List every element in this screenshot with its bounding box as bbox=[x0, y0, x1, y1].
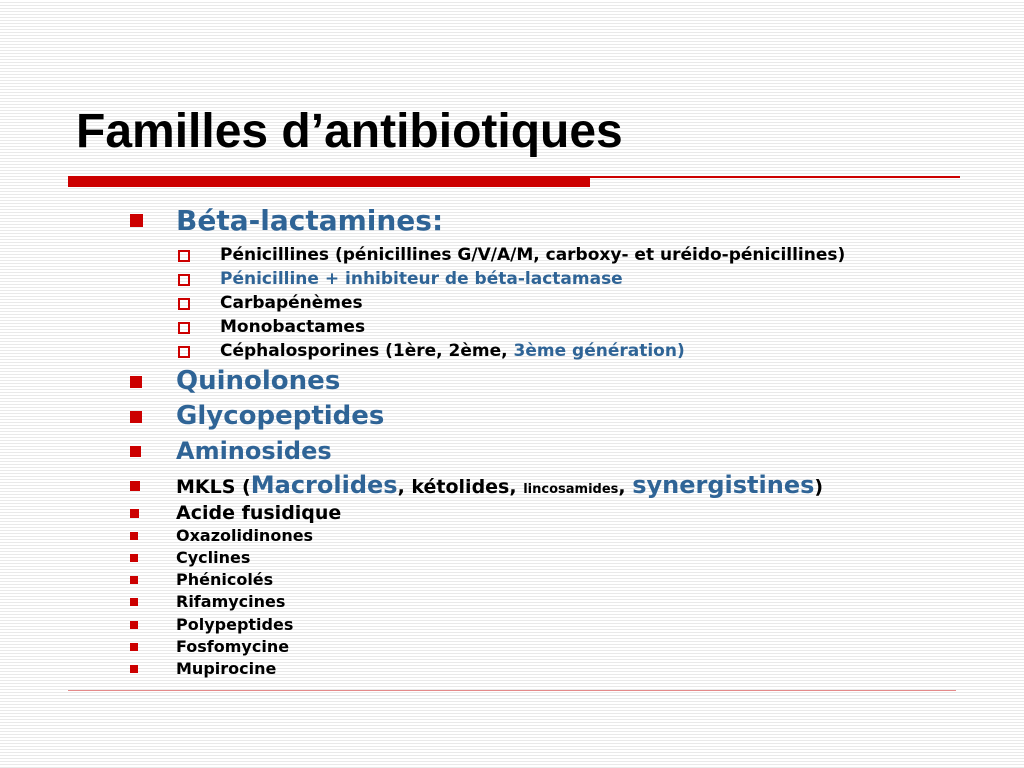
square-bullet-icon bbox=[130, 554, 138, 562]
hollow-square-bullet-icon bbox=[178, 298, 190, 310]
hollow-square-bullet-icon bbox=[178, 274, 190, 286]
subitem-label: Monobactames bbox=[220, 317, 366, 337]
slide-title: Familles d’antibiotiques bbox=[76, 105, 623, 158]
cephalosporines-prefix: Céphalosporines (1ère, 2ème, bbox=[220, 341, 514, 361]
square-bullet-icon bbox=[130, 532, 138, 540]
square-bullet-icon bbox=[130, 509, 139, 518]
item-label: Béta-lactamines: bbox=[176, 204, 444, 237]
mkls-separator: , bbox=[618, 476, 633, 498]
mkls-lincosamides: lincosamides bbox=[523, 482, 619, 497]
item-label: Rifamycines bbox=[176, 592, 286, 611]
item-label: Phénicolés bbox=[176, 570, 274, 589]
item-label: Quinolones bbox=[176, 366, 341, 396]
cephalosporines-third-generation: 3ème génération) bbox=[513, 341, 685, 361]
item-label: Cyclines bbox=[176, 548, 251, 567]
subitem-label: Pénicillines (pénicillines G/V/A/M, carboxy- et uréido-pénicillines) bbox=[220, 245, 846, 265]
subitem-label: Pénicilline + inhibiteur de béta-lactamase bbox=[220, 269, 623, 289]
subitem-label bbox=[220, 339, 685, 363]
square-bullet-icon bbox=[130, 446, 141, 457]
mkls-macrolides: Macrolides bbox=[250, 471, 398, 499]
mkls-synergistines: synergistines bbox=[632, 471, 815, 499]
item-label: Oxazolidinones bbox=[176, 526, 314, 545]
square-bullet-icon bbox=[130, 376, 142, 388]
mkls-suffix: ) bbox=[814, 476, 824, 498]
hollow-square-bullet-icon bbox=[178, 250, 190, 262]
item-label: Aminosides bbox=[176, 437, 332, 465]
subitem-label: Carbapénèmes bbox=[220, 293, 363, 313]
item-label: Glycopeptides bbox=[176, 401, 385, 431]
square-bullet-icon bbox=[130, 665, 138, 673]
item-label: Fosfomycine bbox=[176, 637, 290, 656]
square-bullet-icon bbox=[130, 214, 143, 227]
square-bullet-icon bbox=[130, 598, 138, 606]
item-label: Acide fusidique bbox=[176, 502, 342, 524]
mkls-separator: , kétolides, bbox=[397, 476, 524, 498]
item-label: Polypeptides bbox=[176, 615, 294, 634]
item-label: Mupirocine bbox=[176, 659, 277, 678]
mkls-prefix: MKLS ( bbox=[176, 476, 251, 498]
footer-rule bbox=[68, 690, 956, 691]
square-bullet-icon bbox=[130, 411, 142, 423]
hollow-square-bullet-icon bbox=[178, 322, 190, 334]
square-bullet-icon bbox=[130, 621, 138, 629]
hollow-square-bullet-icon bbox=[178, 346, 190, 358]
square-bullet-icon bbox=[130, 576, 138, 584]
square-bullet-icon bbox=[130, 481, 140, 491]
square-bullet-icon bbox=[130, 643, 138, 651]
